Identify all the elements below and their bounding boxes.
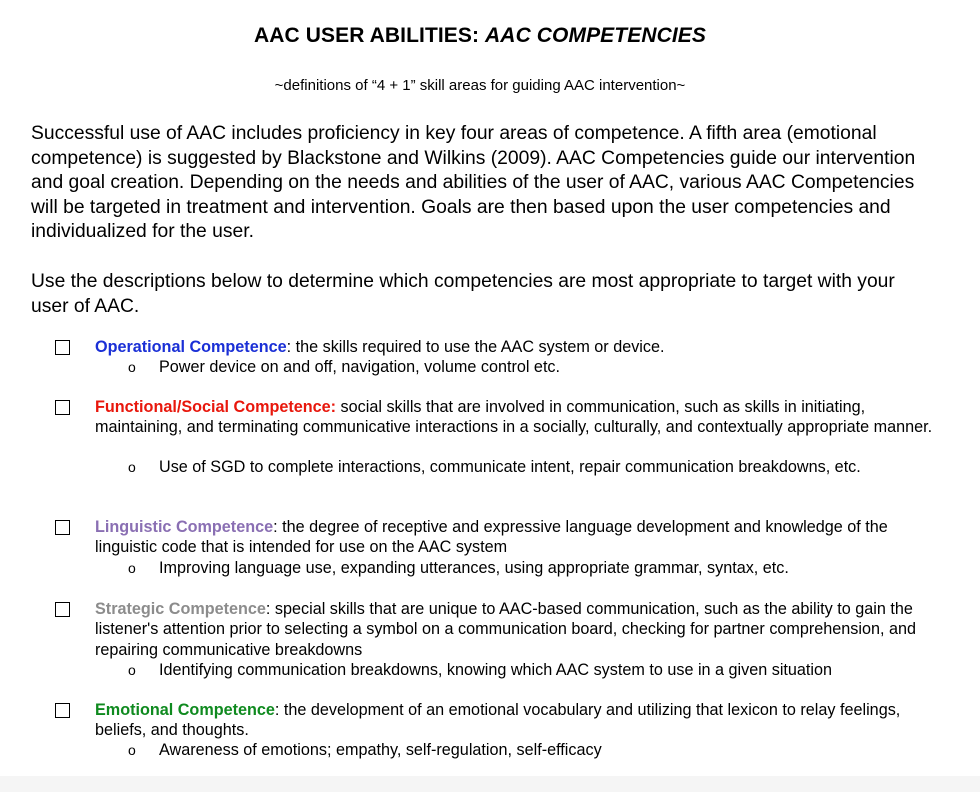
checkbox-strategic[interactable] xyxy=(55,602,70,617)
heading-emotional: Emotional Competence xyxy=(95,701,275,719)
heading-operational: Operational Competence xyxy=(95,338,287,356)
example-text: Power device on and off, navigation, volume control etc. xyxy=(159,358,561,376)
bullet-icon: o xyxy=(128,359,136,375)
subtitle: ~definitions of “4 + 1” skill areas for guiding AAC intervention~ xyxy=(274,77,686,94)
heading-strategic: Strategic Competence xyxy=(95,600,266,618)
heading-functional-social: Functional/Social Competence: xyxy=(95,398,337,416)
competency-text xyxy=(95,599,940,660)
description-linguistic: : the degree of receptive and expressive language development and knowledge of the linguistic code that is intended for use on the AAC system xyxy=(95,518,888,557)
competency-text xyxy=(95,700,940,741)
description-emotional: : the development of an emotional vocabulary and utilizing that lexicon to relay feelings, beliefs, and thoughts. xyxy=(95,701,901,740)
description-strategic: : special skills that are unique to AAC-based communication, such as the ability to gain the listener's attention prior to selecting a symbol on a communication board, checking for partner comprehension, and repairing communicative breakdowns xyxy=(95,600,917,659)
bullet-icon: o xyxy=(128,662,136,678)
example-text: Identifying communication breakdowns, knowing which AAC system to use in a given situation xyxy=(159,661,833,679)
example-text: Use of SGD to complete interactions, communicate intent, repair communication breakdowns, etc. xyxy=(159,458,861,476)
intro-paragraph: Successful use of AAC includes proficiency in key four areas of competence. A fifth area (emotional competence) is suggested by Blackstone and Wilkins (2009). AAC Competencies guide our intervention and goal creation. Depending on the needs and abilities of the user of AAC, various AAC Competencies will be targeted in treatment and intervention. Goals are then based upon the user competencies and individualized for the user. xyxy=(31,123,916,243)
bullet-icon: o xyxy=(128,459,136,475)
bullet-icon: o xyxy=(128,560,136,576)
checkbox-operational[interactable] xyxy=(55,340,70,355)
example-text: Awareness of emotions; empathy, self-regulation, self-efficacy xyxy=(159,741,602,759)
heading-linguistic: Linguistic Competence xyxy=(95,518,274,536)
page-title xyxy=(0,24,960,48)
bullet-icon: o xyxy=(128,742,136,758)
instruction-paragraph: Use the descriptions below to determine which competencies are most appropriate to target with your user of AAC. xyxy=(31,271,895,317)
checkbox-linguistic[interactable] xyxy=(55,520,70,535)
description-functional-social: social skills that are involved in communication, such as skills in initiating, maintaining, and terminating communicative interactions in a socially, culturally, and contextually appropriate manner. xyxy=(95,398,933,437)
checkbox-emotional[interactable] xyxy=(55,703,70,718)
description-operational: : the skills required to use the AAC system or device. xyxy=(286,338,665,356)
title-main: AAC USER ABILITIES: xyxy=(253,24,486,47)
example-text: Improving language use, expanding utterances, using appropriate grammar, syntax, etc. xyxy=(159,559,789,577)
competency-text xyxy=(95,337,940,357)
page-bottom-band xyxy=(0,776,980,792)
checkbox-functional-social[interactable] xyxy=(55,400,70,415)
competency-text xyxy=(95,517,940,558)
title-italic: AAC COMPETENCIES xyxy=(485,24,706,47)
competency-text xyxy=(95,397,940,438)
